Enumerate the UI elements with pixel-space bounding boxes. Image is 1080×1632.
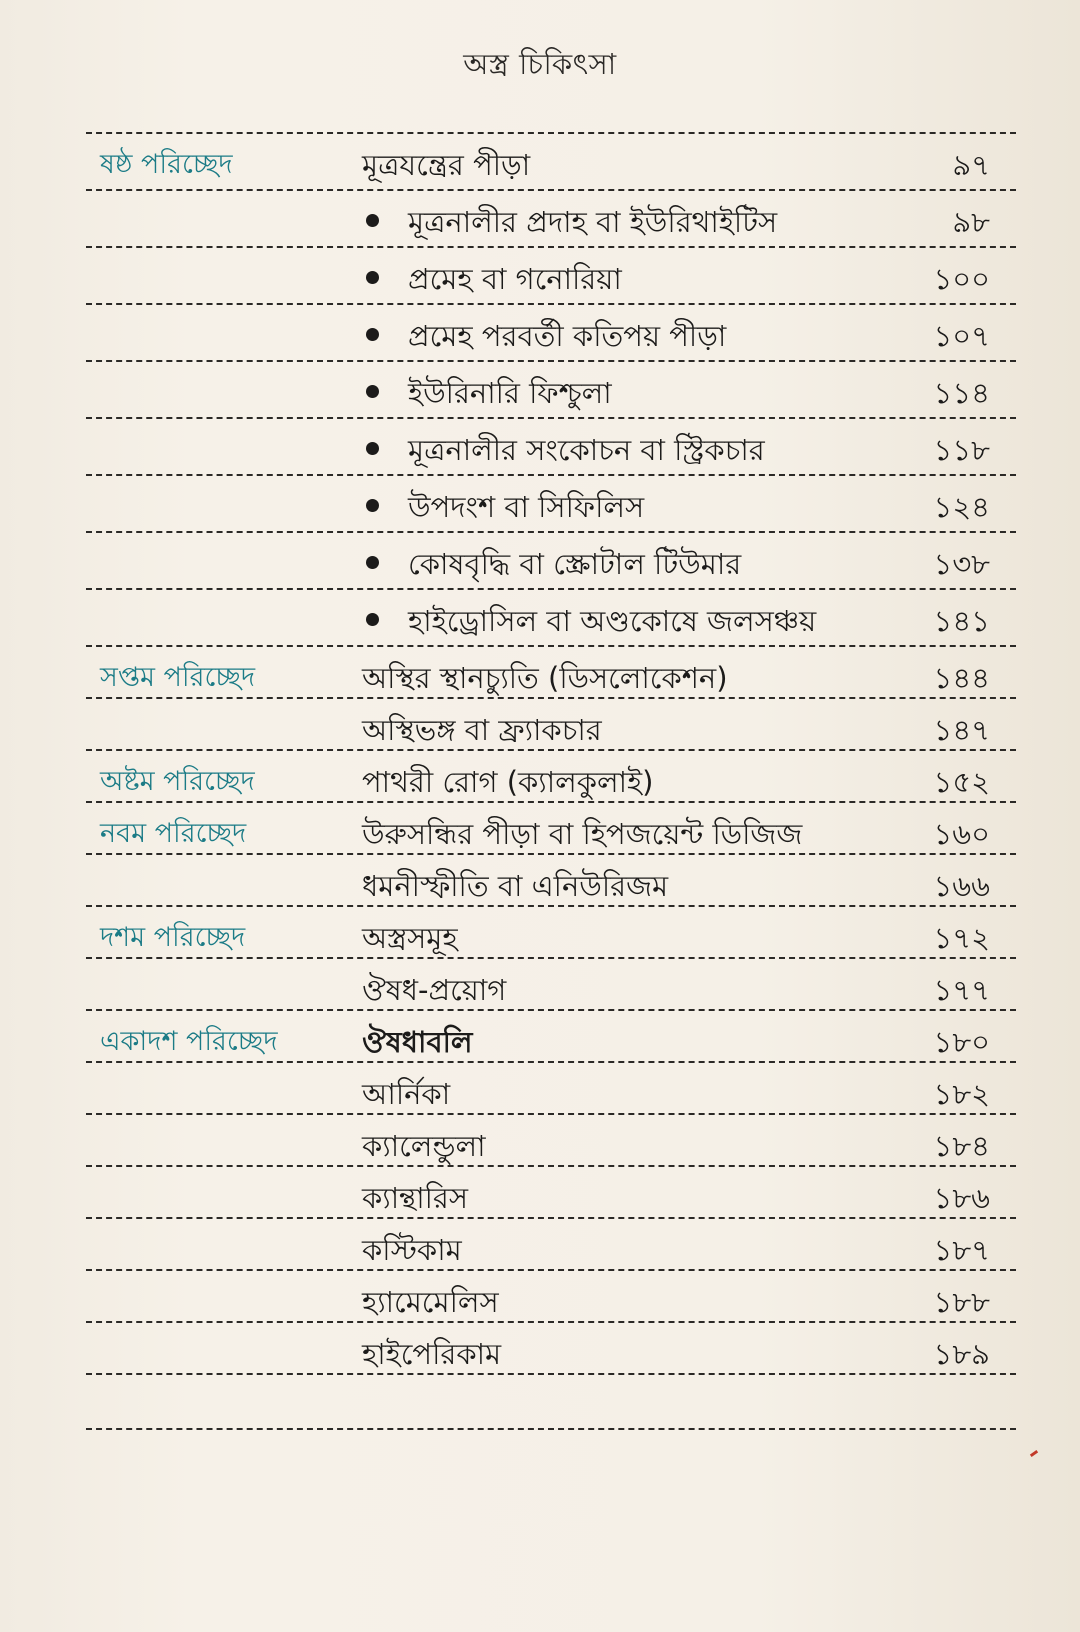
dashed-rule bbox=[86, 1428, 1016, 1430]
page-number: ১১৮ bbox=[933, 433, 990, 467]
bullet-icon bbox=[366, 214, 379, 227]
toc-row bbox=[86, 751, 1016, 803]
toc-row bbox=[86, 134, 1016, 191]
entry-title: ধমনীস্ফীতি বা এনিউরিজম bbox=[362, 869, 669, 903]
bullet-icon bbox=[366, 499, 379, 512]
bullet-icon bbox=[366, 556, 379, 569]
page-number: ১৭২ bbox=[933, 921, 990, 955]
entry-title: মূত্রযন্ত্রের পীড়া bbox=[362, 148, 531, 182]
page-number: ৯৮ bbox=[952, 205, 990, 239]
page-number: ১৬০ bbox=[933, 817, 990, 851]
entry-title: আর্নিকা bbox=[362, 1077, 451, 1111]
toc-row bbox=[86, 1323, 1016, 1375]
toc-row bbox=[86, 191, 1016, 248]
entry-title: প্রমেহ বা গনোরিয়া bbox=[408, 262, 622, 296]
toc-row bbox=[86, 1011, 1016, 1063]
entry-title: মূত্রনালীর সংকোচন বা স্ট্রিকচার bbox=[408, 433, 765, 467]
bullet-icon bbox=[366, 613, 379, 626]
entry-title: কোষবৃদ্ধি বা স্ক্রোটাল টিউমার bbox=[408, 547, 742, 581]
toc-row bbox=[86, 1271, 1016, 1323]
toc-row bbox=[86, 803, 1016, 855]
chapter-label: অষ্টম পরিচ্ছেদ bbox=[100, 766, 255, 797]
chapter-label: একাদশ পরিচ্ছেদ bbox=[100, 1026, 278, 1057]
chapter-label: দশম পরিচ্ছেদ bbox=[100, 922, 246, 953]
bullet-icon bbox=[366, 328, 379, 341]
toc-row bbox=[86, 959, 1016, 1011]
toc-row bbox=[86, 1115, 1016, 1167]
chapter-label: সপ্তম পরিচ্ছেদ bbox=[100, 662, 256, 693]
bullet-icon bbox=[366, 442, 379, 455]
running-head: অস্ত্র চিকিৎসা bbox=[463, 47, 617, 81]
toc-row bbox=[86, 476, 1016, 533]
entry-title: ক্যালেন্ডুলা bbox=[362, 1129, 486, 1163]
toc-row bbox=[86, 699, 1016, 751]
page-number: ১০৭ bbox=[933, 319, 990, 353]
entry-title: ক্যান্থারিস bbox=[362, 1181, 469, 1215]
page-number: ১৭৭ bbox=[933, 973, 990, 1007]
page-number: ১৮৭ bbox=[933, 1233, 990, 1267]
page-number: ১৩৮ bbox=[933, 547, 990, 581]
page-number: ১৮৮ bbox=[933, 1285, 990, 1319]
page-number: ১০০ bbox=[933, 262, 990, 296]
toc-row bbox=[86, 1219, 1016, 1271]
page-number: ১৫২ bbox=[933, 765, 990, 799]
page-number: ১৮২ bbox=[933, 1077, 990, 1111]
entry-title: হাইড্রোসিল বা অণ্ডকোষে জলসঞ্চয় bbox=[408, 604, 817, 638]
page-number: ১৮৬ bbox=[933, 1181, 990, 1215]
chapter-label: নবম পরিচ্ছেদ bbox=[100, 818, 247, 849]
entry-title: কস্টিকাম bbox=[362, 1233, 462, 1267]
entry-title: ঔষধাবলি bbox=[362, 1025, 473, 1059]
entry-title: ইউরিনারি ফিশ্চুলা bbox=[408, 376, 612, 410]
toc-row bbox=[86, 855, 1016, 907]
page-number: ১৪৪ bbox=[933, 661, 990, 695]
entry-title: পাথরী রোগ (ক্যালকুলাই) bbox=[362, 765, 654, 799]
toc-row bbox=[86, 1063, 1016, 1115]
entry-title: অস্থির স্থানচ্যুতি (ডিসলোকেশন) bbox=[362, 661, 728, 695]
entry-title: উরুসন্ধির পীড়া বা হিপজয়েন্ট ডিজিজ bbox=[362, 817, 803, 851]
page-number: ৯৭ bbox=[952, 148, 990, 182]
toc-row bbox=[86, 362, 1016, 419]
toc-row bbox=[86, 647, 1016, 699]
toc-row bbox=[86, 590, 1016, 647]
entry-title: উপদংশ বা সিফিলিস bbox=[408, 490, 645, 524]
toc-row bbox=[86, 305, 1016, 362]
page-number: ১৪৭ bbox=[933, 713, 990, 747]
page-number: ১৮৯ bbox=[933, 1337, 990, 1371]
entry-title: প্রমেহ পরবর্তী কতিপয় পীড়া bbox=[408, 319, 727, 353]
entry-title: অস্ত্রসমূহ bbox=[362, 921, 458, 955]
toc-row bbox=[86, 248, 1016, 305]
toc-row bbox=[86, 1167, 1016, 1219]
page-number: ১৪১ bbox=[933, 604, 990, 638]
page-number: ১১৪ bbox=[933, 376, 990, 410]
bullet-icon bbox=[366, 271, 379, 284]
page-number: ১৮৪ bbox=[933, 1129, 990, 1163]
entry-title: অস্থিভঙ্গ বা ফ্র্যাকচার bbox=[362, 713, 602, 747]
page-number: ১২৪ bbox=[933, 490, 990, 524]
bullet-icon bbox=[366, 385, 379, 398]
entry-title: মূত্রনালীর প্রদাহ বা ইউরিথাইটিস bbox=[408, 205, 778, 239]
chapter-label: ষষ্ঠ পরিচ্ছেদ bbox=[100, 149, 233, 180]
toc-row bbox=[86, 533, 1016, 590]
entry-title: হ্যামেমেলিস bbox=[362, 1285, 499, 1319]
ink-mark bbox=[1030, 1450, 1038, 1457]
entry-title: ঔষধ-প্রয়োগ bbox=[362, 973, 507, 1007]
page-number: ১৮০ bbox=[933, 1025, 990, 1059]
entry-title: হাইপেরিকাম bbox=[362, 1337, 502, 1371]
page-number: ১৬৬ bbox=[933, 869, 990, 903]
table-of-contents bbox=[86, 132, 1016, 1375]
toc-row bbox=[86, 907, 1016, 959]
toc-row bbox=[86, 419, 1016, 476]
